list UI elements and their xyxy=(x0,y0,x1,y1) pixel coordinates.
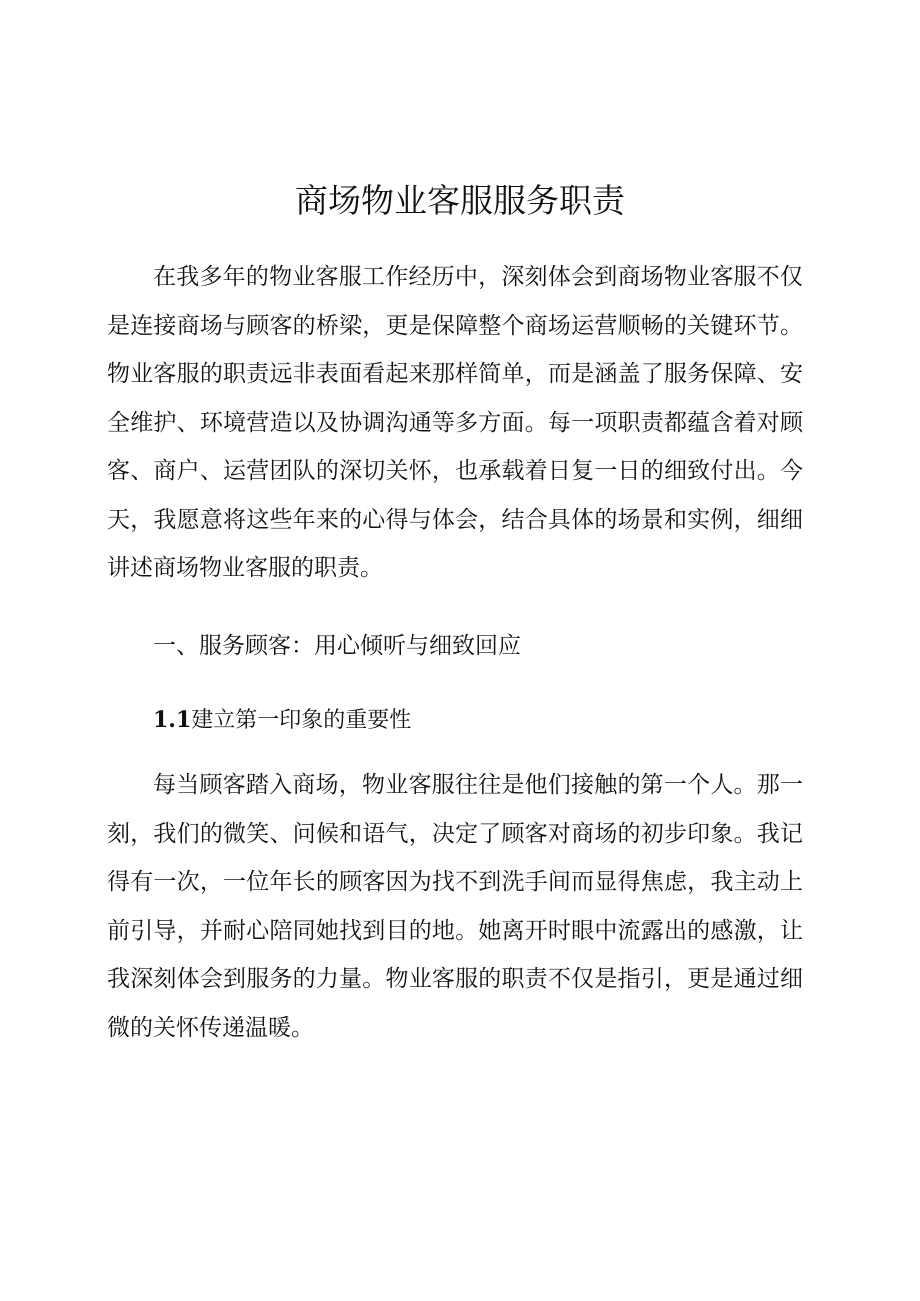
subsection-1-1-title: 建立第一印象的重要性 xyxy=(191,708,412,733)
section-1-heading: 一、服务顾客：用心倾听与细致回应 xyxy=(153,633,521,659)
document-title: 商场物业客服服务职责 xyxy=(295,181,625,220)
intro-paragraph: 在我多年的物业客服工作经历中，深刻体会到商场物业客服不仅是连接商场与顾客的桥梁，更是保障整个商场运营顺畅的关键环节。物业客服的职责远非表面看起来那样简单，而是涵盖了服务保障、安全维护、环境营造以及协调沟通等多方面。每一项职责都蕴含着对顾客、商户、运营团队的深切关怀，也承载着日复一日的细致付出。今天，我愿意将这些年来的心得与体会，结合具体的场景和实例，细细讲述商场物业客服的职责。 xyxy=(107,264,803,581)
subsection-1-1-number: 1.1 xyxy=(153,707,192,733)
subsection-1-1-paragraph: 每当顾客踏入商场，物业客服往往是他们接触的第一个人。那一刻，我们的微笑、问候和语气，决定了顾客对商场的初步印象。我记得有一次，一位年长的顾客因为找不到洗手间而显得焦虑，我主动上前引导，并耐心陪同她找到目的地。她离开时眼中流露出的感激，让我深刻体会到服务的力量。物业客服的职责不仅是指引，更是通过细微的关怀传递温暖。 xyxy=(107,772,803,1041)
subsection-1-1-heading xyxy=(153,702,411,739)
